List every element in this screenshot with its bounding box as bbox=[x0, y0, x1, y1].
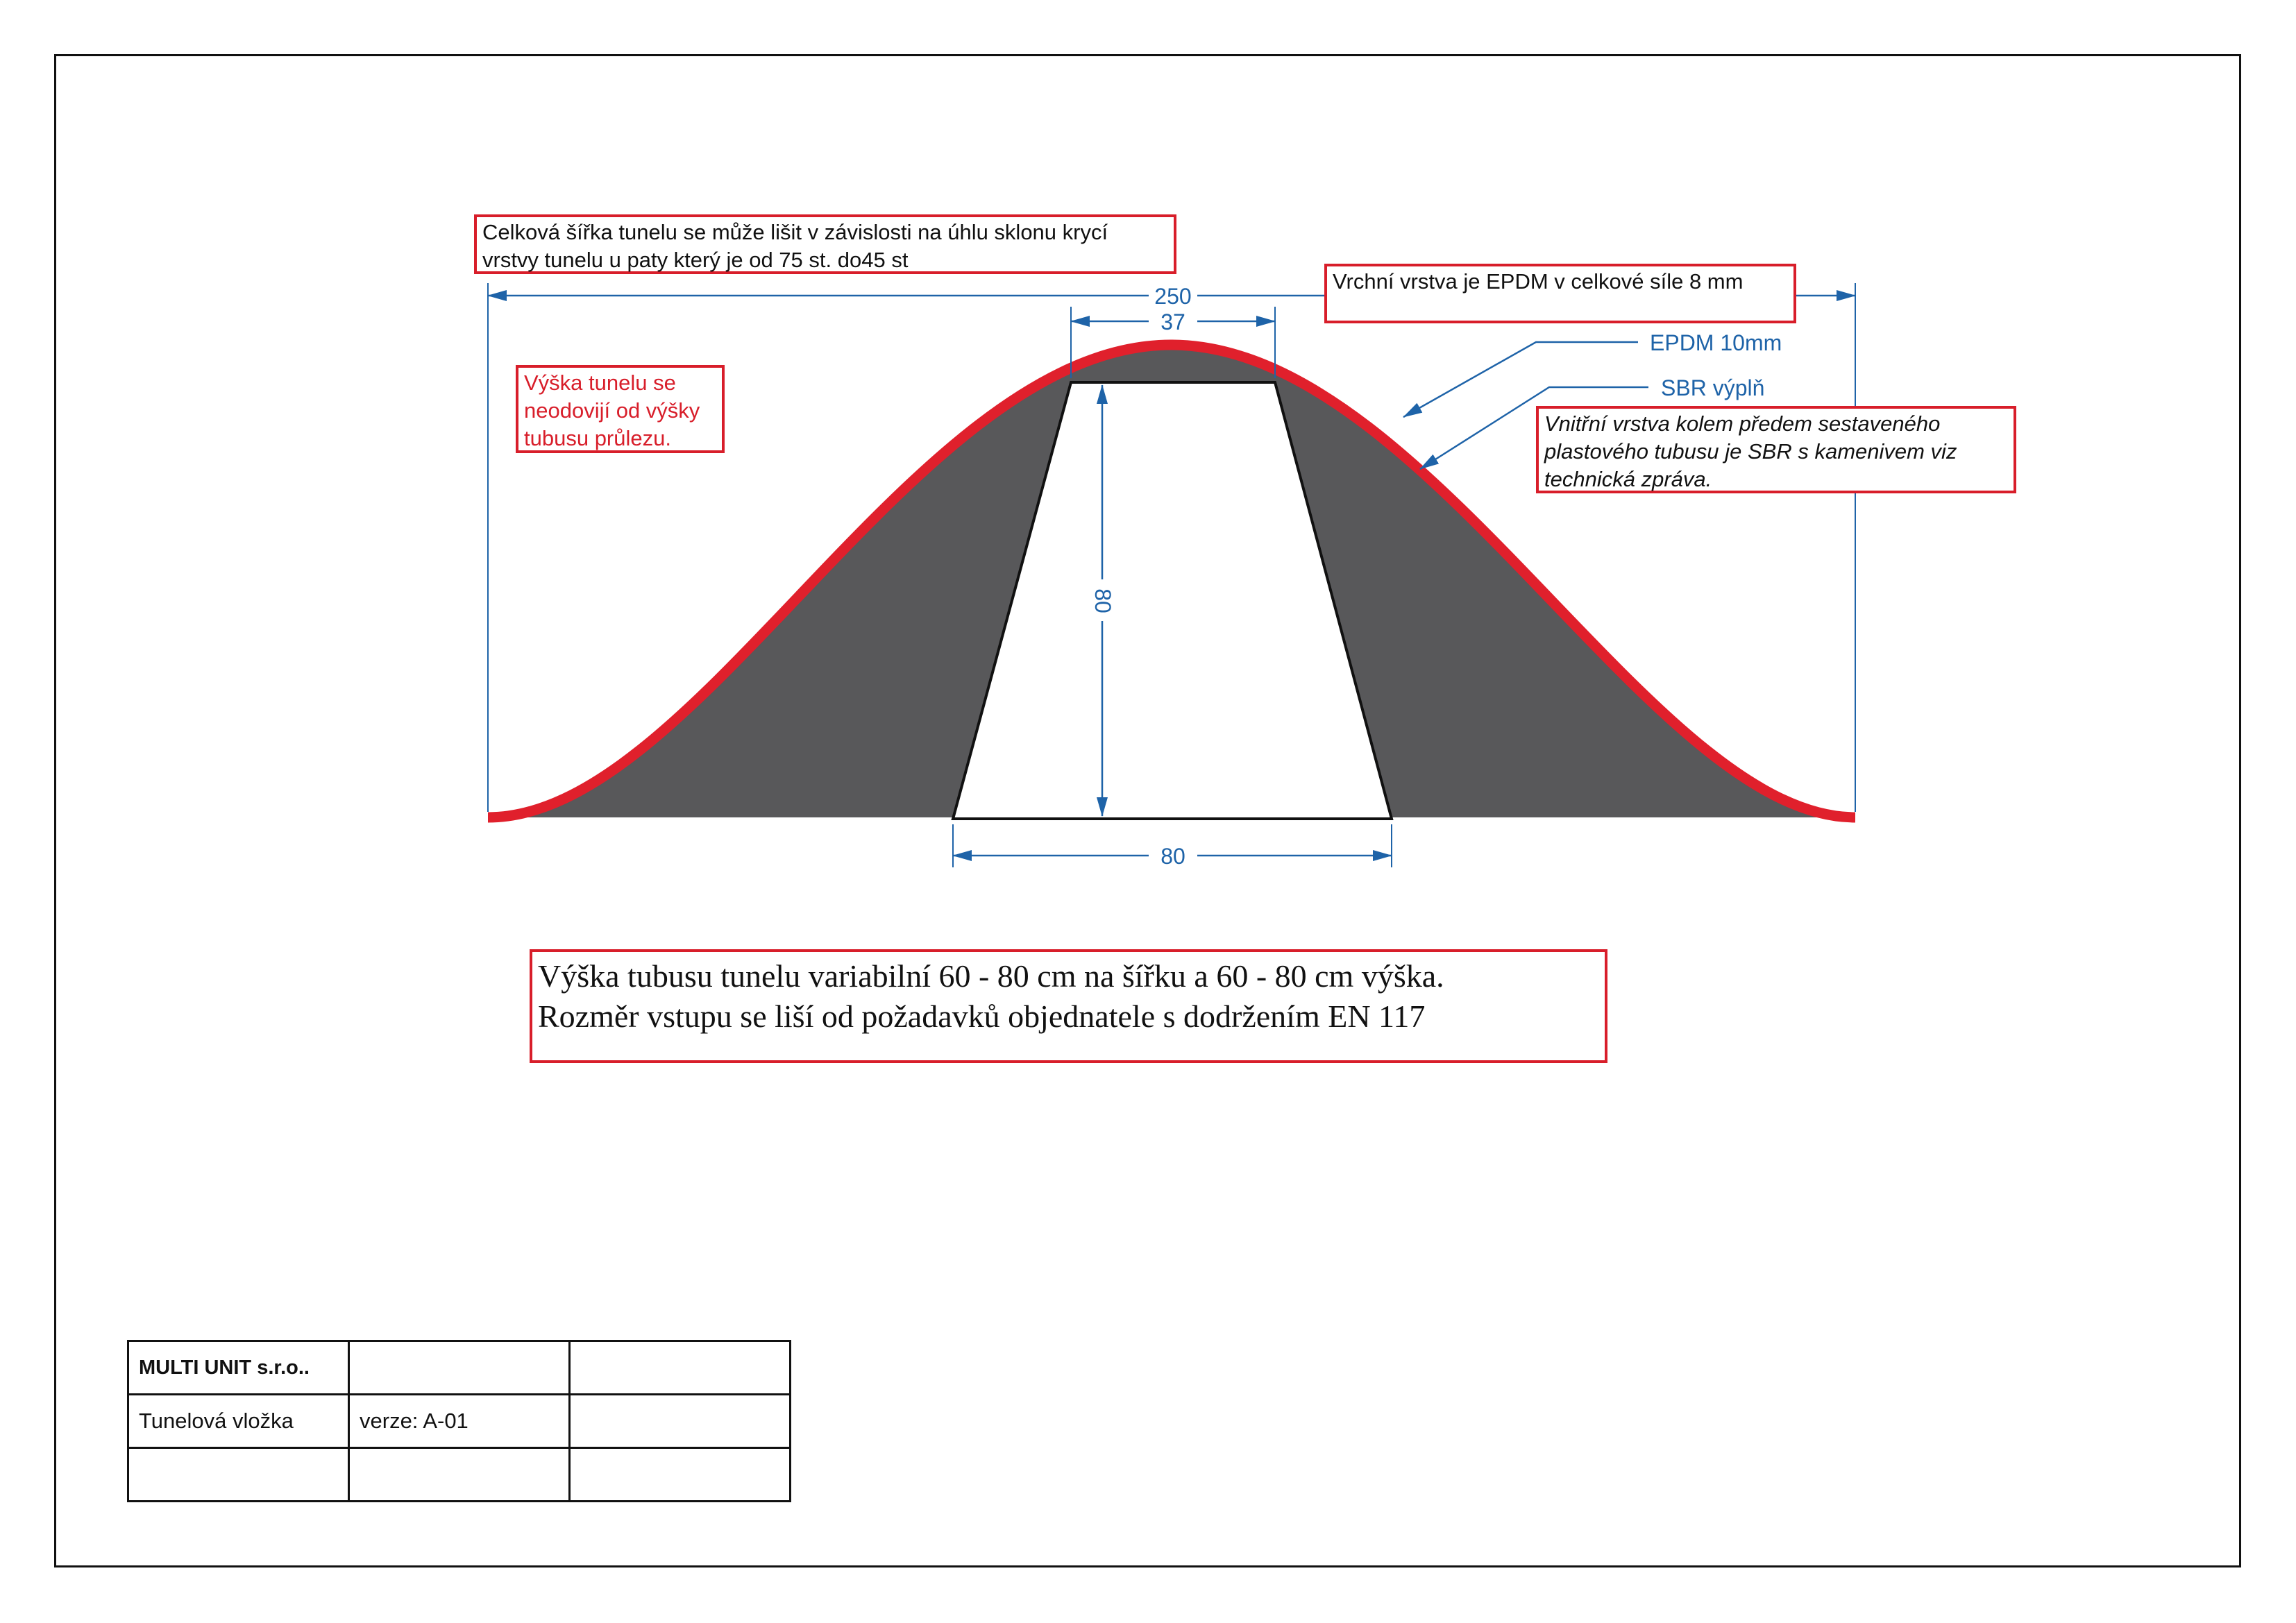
inner-layer-note-line-3: technická zpráva. bbox=[1544, 467, 1712, 491]
callout-epdm: EPDM 10mm bbox=[1650, 330, 1782, 355]
height-note-line-3: tubusu průlezu. bbox=[524, 426, 671, 450]
top-layer-note bbox=[1324, 264, 1796, 323]
inner-layer-note-line-2: plastového tubusu je SBR s kamenivem viz bbox=[1544, 439, 1957, 464]
title-block-cell bbox=[570, 1395, 791, 1448]
height-note-line-1: Výška tunelu se bbox=[524, 371, 676, 395]
title-block-cell bbox=[128, 1448, 349, 1502]
company-name: MULTI UNIT s.r.o.. bbox=[128, 1341, 349, 1395]
inner-layer-note-line-1: Vnitřní vrstva kolem předem sestaveného bbox=[1544, 411, 1941, 436]
dim-bottom-opening: 80 bbox=[1160, 844, 1185, 869]
title-block-cell bbox=[349, 1448, 570, 1502]
callout-sbr: SBR výplň bbox=[1661, 375, 1765, 400]
title-block-cell bbox=[570, 1341, 791, 1395]
dim-height: 80 bbox=[1090, 588, 1115, 613]
height-note bbox=[516, 365, 725, 453]
dim-top-opening: 37 bbox=[1160, 309, 1185, 334]
tube-size-note-line-1: Výška tubusu tunelu variabilní 60 - 80 cm na šířku a 60 - 80 cm výška. bbox=[538, 958, 1444, 994]
top-layer-note-text: Vrchní vrstva je EPDM v celkové síle 8 mm bbox=[1333, 269, 1744, 294]
width-note-line-2: vrstvy tunelu u paty který je od 75 st. do45 st bbox=[482, 248, 909, 272]
drawing-name: Tunelová vložka bbox=[128, 1395, 349, 1448]
inner-layer-note bbox=[1536, 406, 2016, 493]
title-block-row bbox=[128, 1448, 791, 1502]
width-note bbox=[474, 214, 1176, 274]
title-block-cell bbox=[570, 1448, 791, 1502]
dim-total-width: 250 bbox=[1154, 284, 1192, 309]
title-block-cell bbox=[349, 1341, 570, 1395]
title-block-row bbox=[128, 1395, 791, 1448]
tube-size-note bbox=[530, 949, 1607, 1063]
title-block bbox=[127, 1340, 791, 1502]
tube-size-note-line-2: Rozměr vstupu se liší od požadavků objednatele s dodržením EN 117 bbox=[538, 999, 1426, 1034]
height-note-line-2: neodovijí od výšky bbox=[524, 398, 700, 423]
drawing-version: verze: A-01 bbox=[349, 1395, 570, 1448]
title-block-row bbox=[128, 1341, 791, 1395]
width-note-line-1: Celková šířka tunelu se může lišit v závislosti na úhlu sklonu krycí bbox=[482, 220, 1108, 244]
